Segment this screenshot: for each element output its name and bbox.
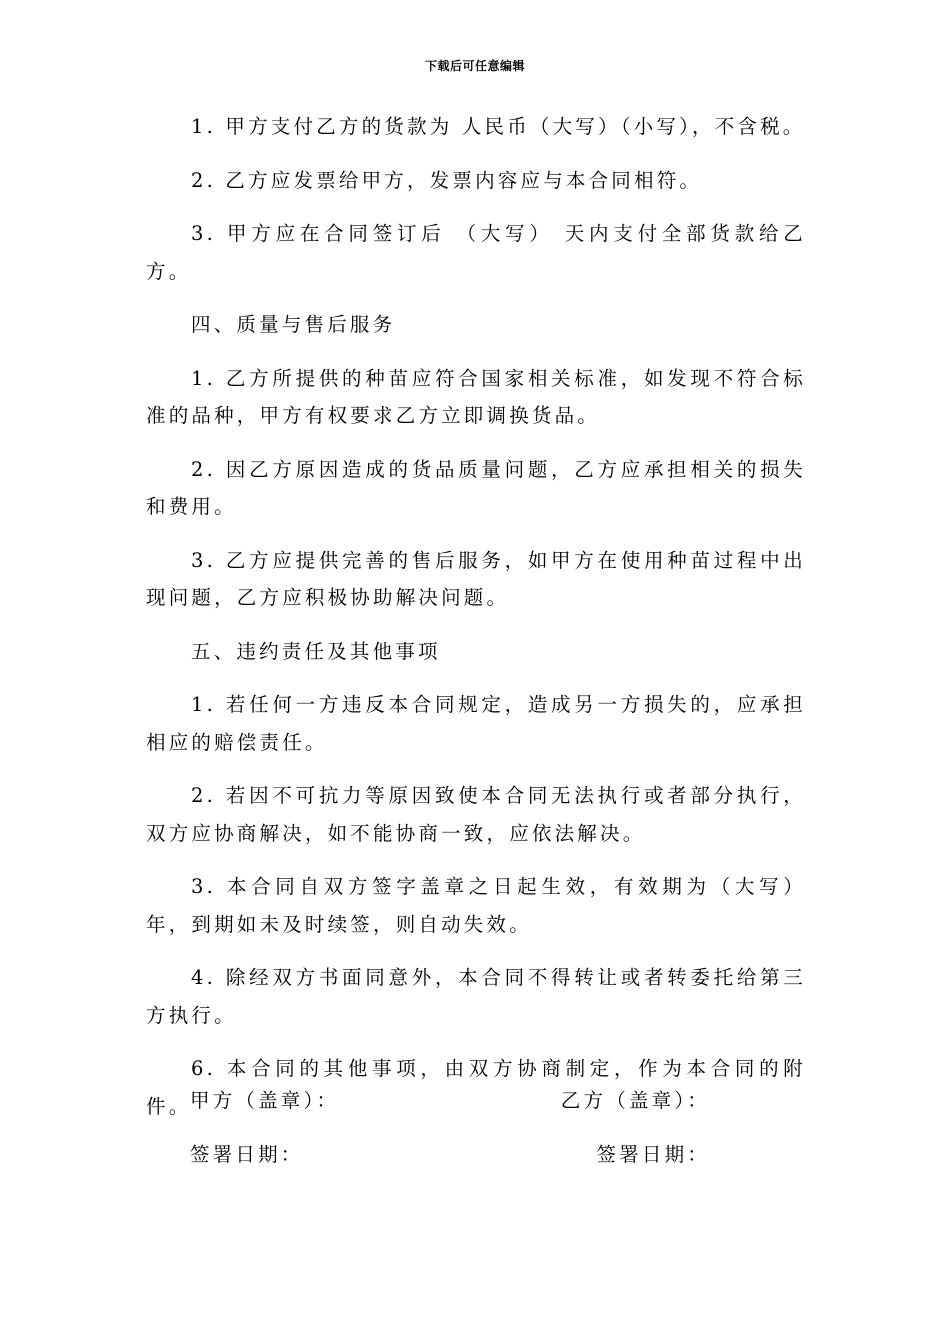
seal-row xyxy=(190,1082,710,1120)
liability-clause-6: 6. 本合同的其他事项，由双方协商制定，作为本合同的附件。 xyxy=(146,1057,806,1118)
party-a-seal-label: 甲方（盖章）： xyxy=(190,1089,340,1112)
liability-clause-4: 4. 除经双方书面同意外，本合同不得转让或者转委托给第三方执行。 xyxy=(146,966,806,1027)
liability-clause-3: 3. 本合同自双方签字盖章之日起生效，有效期为（大写）年，到期如未及时续签，则自动失效。 xyxy=(146,875,806,936)
quality-clause-1: 1. 乙方所提供的种苗应符合国家相关标准，如发现不符合标准的品种，甲方有权要求乙方立即调换货品。 xyxy=(146,366,806,427)
party-a-date-label: 签署日期： xyxy=(190,1143,304,1166)
section-heading-liability: 五、违约责任及其他事项 xyxy=(191,639,441,663)
payment-clause-3: 3. 甲方应在合同签订后 （大写） 天内支付全部货款给乙方。 xyxy=(146,222,806,283)
party-b-date-label: 签署日期： xyxy=(596,1143,710,1166)
quality-clause-2: 2. 因乙方原因造成的货品质量问题，乙方应承担相关的损失和费用。 xyxy=(146,457,806,518)
liability-clause-2: 2. 若因不可抗力等原因致使本合同无法执行或者部分执行，双方应协商解决，如不能协商一致，应依法解决。 xyxy=(146,784,806,845)
payment-clause-2: 2. 乙方应发票给甲方，发票内容应与本合同相符。 xyxy=(191,168,703,192)
download-edit-note: 下载后可任意编辑 xyxy=(424,59,525,73)
payment-clause-1: 1. 甲方支付乙方的货款为 人民币（大写）（小写），不含税。 xyxy=(191,115,806,138)
party-b-seal-label: 乙方（盖章）： xyxy=(560,1089,710,1112)
contract-body xyxy=(146,108,806,1141)
quality-clause-3: 3. 乙方应提供完善的售后服务，如甲方在使用种苗过程中出现问题，乙方应积极协助解决问题。 xyxy=(146,548,806,609)
section-heading-quality: 四、质量与售后服务 xyxy=(191,313,396,336)
date-row xyxy=(190,1136,710,1174)
liability-clause-1: 1. 若任何一方违反本合同规定，造成另一方损失的，应承担相应的赔偿责任。 xyxy=(146,693,806,754)
